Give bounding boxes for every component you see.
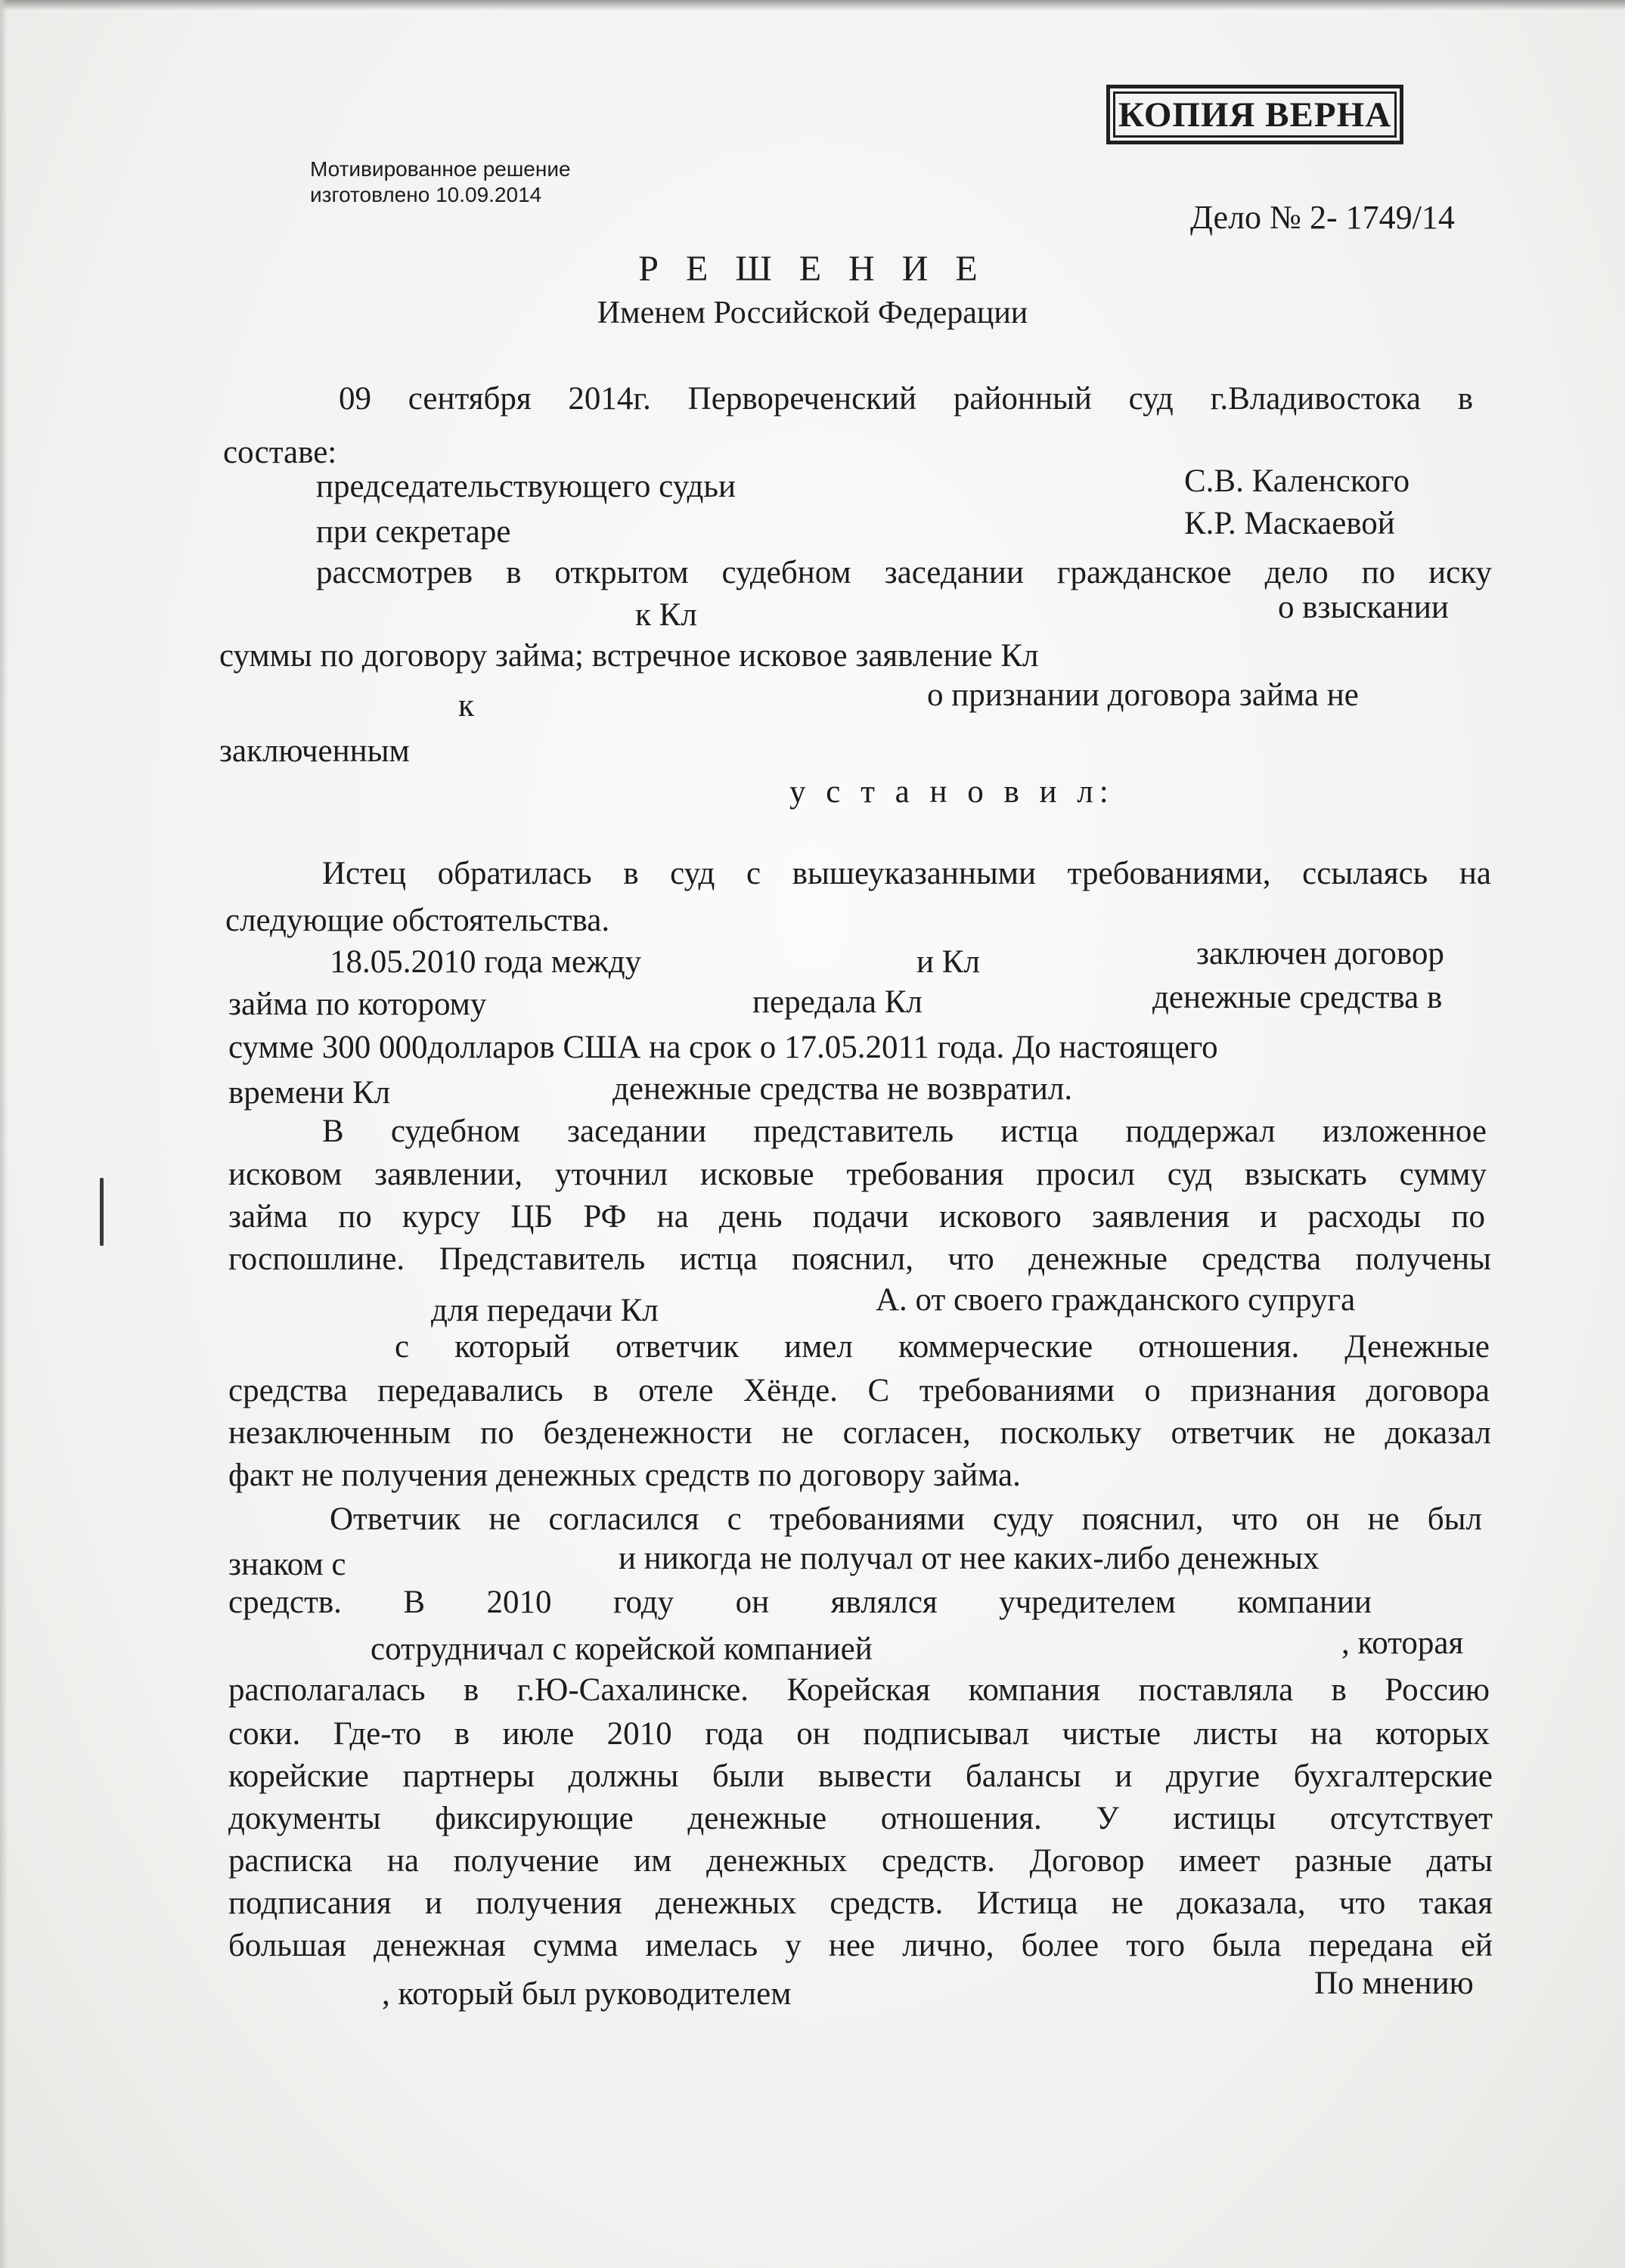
body-line-03c: заключен договор (1196, 936, 1444, 971)
body-line-04c: денежные средства в (1152, 980, 1443, 1015)
body-line-02: следующие обстоятельства. (225, 903, 610, 938)
scan-shadow-left (0, 0, 8, 2268)
body-line-01: Истец обратилась в суд с вышеуказанными требованиями, ссылаясь на (322, 856, 1491, 891)
body-line-27a: , который был руководителем (382, 1976, 792, 2012)
body-line-15: факт не получения денежных средств по договору займа. (228, 1458, 1021, 1493)
body-line-27b: По мнению (1314, 1966, 1474, 2001)
body-line-11b: А. от своего гражданского супруга (876, 1282, 1356, 1318)
body-line-20: располагалась в г.Ю-Сахалинске. Корейская компания поставляла в Россию (228, 1672, 1490, 1708)
body-line-13: средства передавались в отеле Хёнде. С требованиями о признания договора (228, 1373, 1490, 1408)
body-line-06b: денежные средства не возвратил. (612, 1071, 1073, 1107)
body-line-09: займа по курсу ЦБ РФ на день подачи искового заявления и расходы по (228, 1199, 1485, 1235)
body-line-25: подписания и получения денежных средств. Истица не доказала, что такая (228, 1885, 1493, 1921)
reasoned-decision-note: Мотивированное решение (310, 157, 571, 181)
stamp-text: КОПИЯ ВЕРНА (1113, 91, 1397, 138)
header-line-against-2: к (458, 688, 474, 723)
scan-shadow-top (0, 0, 1625, 11)
header-line-against: к Кл (635, 597, 697, 633)
body-line-22: корейские партнеры должны были вывести балансы и другие бухгалтерские (228, 1758, 1493, 1794)
header-line-counterclaim: суммы по договору займа; встречное исковое заявление Кл (219, 638, 1039, 674)
body-line-08: исковом заявлении, уточнил исковые требования просил суд взыскать сумму (228, 1157, 1487, 1192)
case-number: Дело № 2- 1749/14 (1190, 199, 1455, 236)
judge-role: председательствующего судьи (316, 469, 736, 504)
document-subtitle: Именем Российской Федерации (597, 296, 1028, 330)
header-line-recovery: о взыскании (1278, 590, 1449, 625)
body-line-17b: и никогда не получал от нее каких-либо денежных (619, 1541, 1320, 1576)
body-line-05: сумме 300 000долларов США на срок о 17.05.2011 года. До настоящего (228, 1030, 1218, 1065)
header-line-date-court: 09 сентября 2014г. Первореченский районный суд г.Владивостока в (339, 381, 1473, 417)
secretary-name: К.Р. Маскаевой (1184, 506, 1395, 541)
header-line-case-claim: рассмотрев в открытом судебном заседании гражданское дело по иску (316, 555, 1492, 590)
body-line-26: большая денежная сумма имелась у нее лично, более того была передана ей (228, 1928, 1493, 1963)
body-line-03a: 18.05.2010 года между (330, 944, 642, 980)
established-heading: у с т а н о в и л: (789, 774, 1115, 810)
header-line-not-concluded: заключенным (219, 733, 410, 769)
body-line-04b: передала Кл (752, 984, 923, 1020)
header-line-recognition: о признании договора займа не (927, 677, 1359, 713)
body-line-17a: знаком с (228, 1547, 346, 1582)
copy-certified-stamp (1106, 85, 1403, 144)
header-line-composition: составе: (223, 435, 337, 470)
document-title: Р Е Ш Е Н И Е (638, 249, 987, 289)
body-line-19a: сотрудничал с корейской компанией (371, 1631, 873, 1667)
body-line-03b: и Кл (916, 944, 980, 980)
body-line-06a: времени Кл (228, 1075, 391, 1111)
body-line-12: с который ответчик имел коммерческие отношения. Денежные (395, 1329, 1490, 1365)
secretary-role: при секретаре (316, 514, 511, 550)
body-line-18: средств. В 2010 году он являлся учредителем компании (228, 1585, 1372, 1620)
body-line-07: В судебном заседании представитель истца поддержал изложенное (322, 1114, 1487, 1149)
body-line-14: незаключенным по безденежности не согласен, поскольку ответчик не доказал (228, 1415, 1491, 1451)
body-line-16: Ответчик не согласился с требованиями суду пояснил, что он не был (330, 1501, 1482, 1537)
body-line-21: соки. Где-то в июле 2010 года он подписывал чистые листы на которых (228, 1716, 1490, 1752)
judge-name: С.В. Каленского (1184, 463, 1410, 499)
body-line-23: документы фиксирующие денежные отношения. У истицы отсутствует (228, 1801, 1493, 1836)
body-line-11a: для передачи Кл (431, 1293, 659, 1328)
body-line-19b: , которая (1341, 1625, 1464, 1661)
body-line-24: расписка на получение им денежных средств. Договор имеет разные даты (228, 1843, 1493, 1879)
reasoned-decision-date: изготовлено 10.09.2014 (310, 183, 542, 206)
margin-pen-mark (100, 1178, 104, 1246)
body-line-04a: займа по которому (228, 987, 487, 1022)
body-line-10: госпошлине. Представитель истца пояснил, что денежные средства получены (228, 1241, 1491, 1277)
